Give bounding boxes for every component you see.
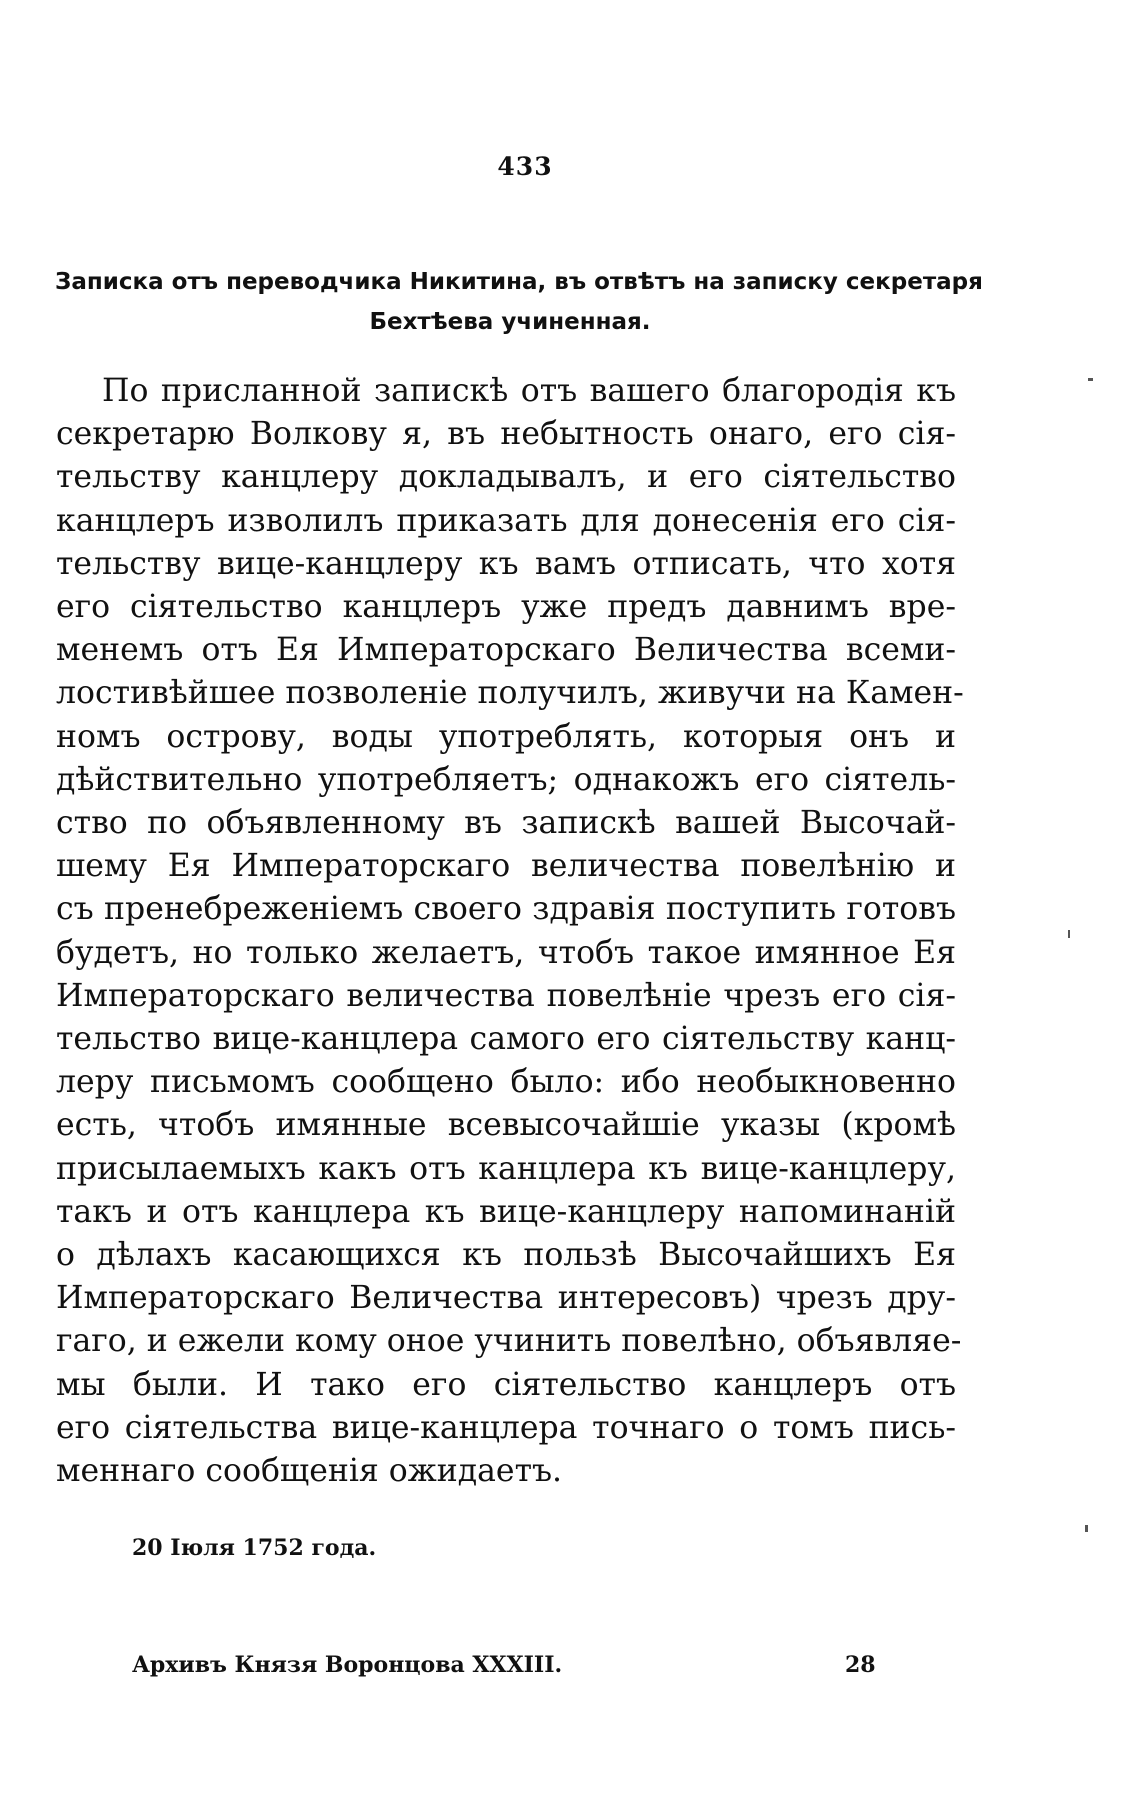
document-date: 20 Іюля 1752 года.	[132, 1535, 377, 1561]
body-line: номъ острову, воды употреблять, которыя онъ и	[56, 718, 956, 755]
body-line: леру письмомъ сообщено было: ибо необыкновенно	[56, 1064, 956, 1101]
body-line: будетъ, но только желаетъ, чтобъ такое имянное Ея	[56, 934, 956, 971]
title-line: Бехтѣева учиненная.	[369, 309, 651, 335]
document-title	[55, 262, 983, 342]
body-line: менемъ отъ Ея Императорскаго Величества всеми-	[56, 632, 956, 669]
body-line: По присланной запискѣ отъ вашего благородія къ	[102, 373, 956, 409]
body-line: есть, чтобъ имянные всевысочайшіе указы (кромѣ	[56, 1107, 956, 1144]
body-line: о дѣлахъ касающихся къ пользѣ Высочайшихъ Ея	[56, 1237, 956, 1274]
footer-source: Архивъ Князя Воронцова XXXIII.	[132, 1652, 563, 1678]
body-line: лостивѣйшее позволеніе получилъ, живучи на Камен-	[56, 675, 964, 712]
body-line: его сіятельства вице-канцлера точнаго о томъ пись-	[56, 1409, 956, 1446]
footer-sheet-number: 28	[845, 1652, 876, 1678]
body-line: Императорскаго Величества интересовъ) чрезъ дру-	[56, 1280, 956, 1317]
body-line: гаго, и ежели кому оное учинить повелѣно, объявляе-	[56, 1323, 962, 1360]
body-text	[56, 370, 964, 1493]
body-line: съ пренебреженіемъ своего здравія поступить готовъ	[56, 891, 956, 928]
page-number: 433	[497, 152, 553, 181]
body-line: такъ и отъ канцлера къ вице-канцлеру напоминаній	[56, 1193, 956, 1230]
body-line: дѣйствительно употребляетъ; однакожъ его сіятель-	[56, 761, 956, 798]
scan-speck	[1085, 1525, 1088, 1532]
body-line: ство по объявленному въ запискѣ вашей Высочай-	[56, 805, 956, 842]
scan-speck	[1068, 930, 1070, 938]
body-line: секретарю Волкову я, въ небытность онаго, его сія-	[56, 416, 956, 453]
body-line: его сіятельство канцлеръ уже предъ давнимъ вре-	[56, 589, 956, 626]
body-line: тельство вице-канцлера самого его сіятельству канц-	[56, 1021, 956, 1058]
body-line: тельству вице-канцлеру къ вамъ отписать, что хотя	[56, 545, 956, 582]
body-line: канцлеръ изволилъ приказать для донесенія его сія-	[56, 502, 956, 539]
body-line: Императорскаго величества повелѣніе чрезъ его сія-	[56, 977, 956, 1014]
body-line: шему Ея Императорскаго величества повелѣнію и	[56, 848, 956, 885]
scan-speck	[1088, 378, 1093, 381]
body-line: мы были. И тако его сіятельство канцлеръ отъ	[56, 1366, 956, 1403]
body-line: меннаго сообщенія ожидаетъ.	[56, 1453, 563, 1490]
title-line: Записка отъ переводчика Никитина, въ отвѣтъ на записку секретаря	[55, 269, 983, 295]
body-line: тельству канцлеру докладывалъ, и его сіятельство	[56, 459, 956, 496]
body-line: присылаемыхъ какъ отъ канцлера къ вице-канцлеру,	[56, 1150, 956, 1187]
